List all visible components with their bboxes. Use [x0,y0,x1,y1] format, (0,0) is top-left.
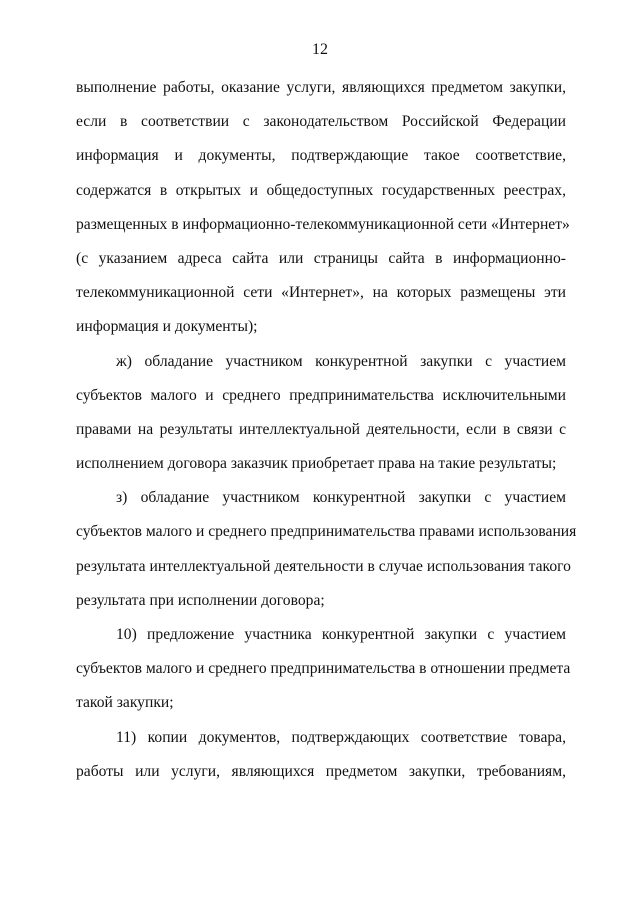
text-line: содержатся в открытых и общедоступных государственных реестрах, [76,181,566,199]
paragraph-item-10 [76,625,571,728]
text-line: информация и документы, подтверждающие такое соответствие, [76,147,566,165]
paragraph-item-11 [76,728,566,796]
text-line: 11) копии документов, подтверждающих соответствие товара, [116,728,566,746]
text-line: результата при исполнении договора; [76,591,325,609]
paragraph-continuation [76,78,570,352]
text-line: правами на результаты интеллектуальной деятельности, если в связи с [76,420,566,438]
text-line: размещенных в информационно-телекоммуникационной сети «Интернет» [76,215,570,233]
text-line: работы или услуги, являющихся предметом закупки, требованиям, [76,762,566,780]
page-number: 12 [312,41,328,58]
text-line: ж) обладание участником конкурентной закупки с участием [116,352,566,370]
text-line: если в соответствии с законодательством Российской Федерации [76,113,566,131]
text-line: выполнение работы, оказание услуги, являющихся предметом закупки, [76,79,566,96]
text-line: исполнением договора заказчик приобретает права на такие результаты; [76,455,557,473]
text-line: такой закупки; [76,694,174,712]
text-line: 10) предложение участника конкурентной закупки с участием [116,626,566,643]
text-line: (с указанием адреса сайта или страницы сайта в информационно- [76,249,566,267]
text-line: информация и документы); [76,318,258,336]
paragraph-item-z [76,488,577,625]
text-line: субъектов малого и среднего предпринимательства исключительными [76,386,566,404]
paragraph-item-zh [76,352,566,489]
text-line: субъектов малого и среднего предпринимательства правами использования [76,523,577,541]
document-body [76,78,577,796]
text-line: субъектов малого и среднего предпринимательства в отношении предмета [76,660,571,678]
text-line: результата интеллектуальной деятельности в случае использования такого [76,557,571,575]
text-line: з) обладание участником конкурентной закупки с участием [116,489,566,507]
text-line: телекоммуникационной сети «Интернет», на которых размещены эти [76,284,566,302]
